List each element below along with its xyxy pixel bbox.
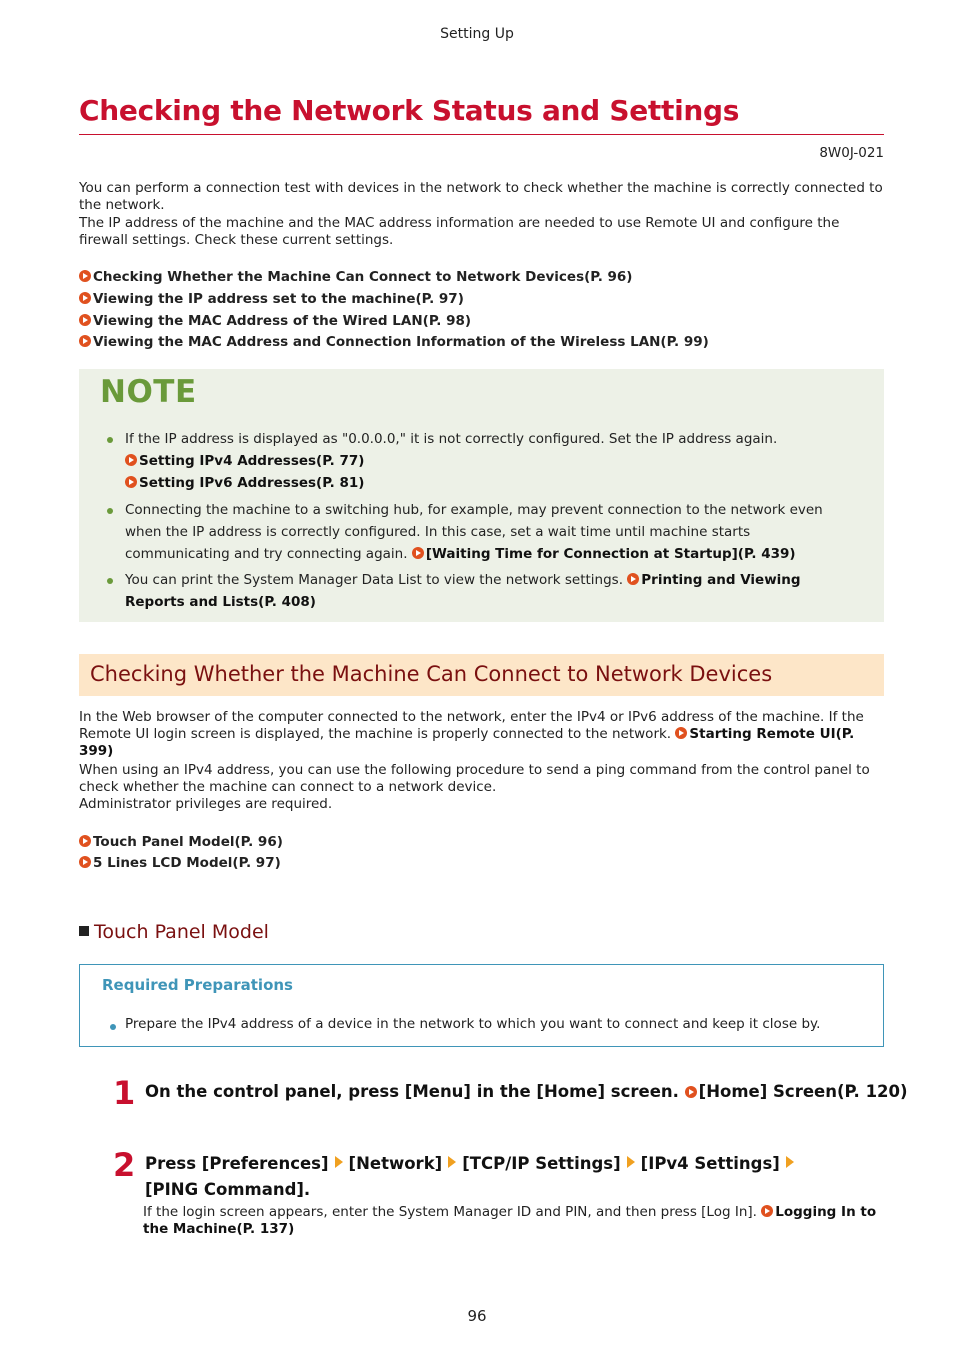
touch-panel-heading: [79, 921, 269, 943]
step-number-1: 1: [113, 1074, 136, 1112]
link-text: [Home] Screen(P. 120): [698, 1082, 908, 1101]
link-touch-panel-model[interactable]: [79, 834, 283, 850]
link-view-ip[interactable]: [79, 291, 464, 307]
required-preparations-title: Required Preparations: [102, 976, 293, 994]
link-waiting-time[interactable]: [412, 546, 796, 562]
step-text: On the control panel, press [Menu] in the [Home] screen.: [145, 1082, 679, 1101]
circle-arrow-icon: [125, 454, 137, 466]
link-text: Checking Whether the Machine Can Connect to Network Devices(P. 96): [93, 269, 633, 285]
heading-text: Touch Panel Model: [94, 921, 269, 943]
link-text: Printing and Viewing Reports and Lists(P. 408): [125, 572, 801, 610]
circle-arrow-icon: [412, 547, 424, 559]
link-text: Viewing the MAC Address of the Wired LAN(P. 98): [93, 313, 472, 329]
link-text: Logging In to the Machine(P. 137): [143, 1204, 877, 1237]
link-check-connect[interactable]: [79, 269, 632, 285]
note-item-text: You can print the System Manager Data List to view the network settings.: [125, 572, 623, 588]
link-text: Viewing the IP address set to the machine(P. 97): [93, 291, 464, 307]
menu-path-item: [Network]: [348, 1154, 443, 1173]
circle-arrow-icon: [79, 270, 91, 282]
title-rule: [79, 134, 884, 135]
link-ipv4-addresses[interactable]: [125, 453, 364, 469]
page-title: Checking the Network Status and Settings: [79, 94, 740, 127]
link-text: [Waiting Time for Connection at Startup](P. 439): [425, 546, 796, 562]
step-number-2: 2: [113, 1146, 136, 1184]
square-bullet-icon: [79, 926, 89, 936]
circle-arrow-icon: [79, 835, 91, 847]
section-paragraph-1: [79, 709, 884, 760]
menu-path-item: [TCP/IP Settings]: [462, 1154, 621, 1173]
link-view-mac-wireless[interactable]: [79, 334, 709, 350]
link-text: Starting Remote UI(P. 399): [79, 726, 855, 759]
note-item-text: Connecting the machine to a switching hub, for example, may prevent connection to the network even when the IP address is correctly configured. In this case, set a wait time until machine starts communicating and try connecting again.: [125, 502, 823, 562]
note-item-3: [107, 569, 849, 613]
triangle-right-icon: [786, 1156, 794, 1168]
link-text: Viewing the MAC Address and Connection Information of the Wireless LAN(P. 99): [93, 334, 709, 350]
link-view-mac-wired[interactable]: [79, 313, 471, 329]
note-item-1: [107, 428, 867, 494]
bullet-dot: [107, 437, 113, 443]
note-item-text: If the IP address is displayed as "0.0.0.0," it is not correctly configured. Set the IP address again.: [125, 431, 778, 447]
step-2-text: [145, 1151, 825, 1203]
link-text: 5 Lines LCD Model(P. 97): [93, 855, 281, 871]
circle-arrow-icon: [79, 292, 91, 304]
note-title: NOTE: [100, 374, 197, 410]
link-text: Setting IPv6 Addresses(P. 81): [139, 475, 365, 491]
menu-path-item: [IPv4 Settings]: [640, 1154, 780, 1173]
link-ipv6-addresses[interactable]: [125, 475, 364, 491]
intro-paragraph-1: You can perform a connection test with devices in the network to check whether the machine is correctly connected to the network.: [79, 180, 883, 213]
link-text: Setting IPv4 Addresses(P. 77): [139, 453, 365, 469]
menu-path-item: [PING Command].: [145, 1180, 311, 1199]
circle-arrow-icon: [79, 856, 91, 868]
note-item-2: [107, 499, 849, 565]
triangle-right-icon: [335, 1156, 343, 1168]
section-paragraph-3: Administrator privileges are required.: [79, 796, 333, 812]
step-1-text: [145, 1079, 908, 1105]
intro-paragraph-2: The IP address of the machine and the MAC address information are needed to use Remote UI and configure the firewall settings. Check these current settings.: [79, 215, 840, 248]
link-5-lines-lcd-model[interactable]: [79, 855, 281, 871]
triangle-right-icon: [627, 1156, 635, 1168]
link-text: Touch Panel Model(P. 96): [93, 834, 283, 850]
circle-arrow-icon: [761, 1205, 773, 1217]
step-2-note: [143, 1204, 883, 1238]
bullet-dot: [107, 508, 113, 514]
required-preparations-item: Prepare the IPv4 address of a device in the network to which you want to connect and keep it close by.: [125, 1016, 821, 1032]
circle-arrow-icon: [675, 727, 687, 739]
circle-arrow-icon: [685, 1086, 697, 1098]
circle-arrow-icon: [627, 573, 639, 585]
circle-arrow-icon: [125, 476, 137, 488]
menu-path-item: Press [Preferences]: [145, 1154, 329, 1173]
link-home-screen[interactable]: [685, 1082, 908, 1101]
section-paragraph-2: When using an IPv4 address, you can use the following procedure to send a ping command from the control panel to check whether the machine can connect to a network device.: [79, 762, 870, 795]
circle-arrow-icon: [79, 335, 91, 347]
note-text: If the login screen appears, enter the System Manager ID and PIN, and then press [Log In].: [143, 1204, 757, 1220]
section-title: Checking Whether the Machine Can Connect to Network Devices: [90, 662, 773, 686]
running-header: Setting Up: [440, 26, 514, 42]
doc-id: 8W0J-021: [819, 145, 884, 161]
triangle-right-icon: [448, 1156, 456, 1168]
paragraph-text: In the Web browser of the computer connected to the network, enter the IPv4 or IPv6 address of the machine. If the Remote UI login screen is displayed, the machine is properly connected to the network.: [79, 709, 864, 742]
bullet-dot: [110, 1024, 116, 1030]
circle-arrow-icon: [79, 314, 91, 326]
bullet-dot: [107, 578, 113, 584]
page-number: 96: [467, 1307, 487, 1325]
